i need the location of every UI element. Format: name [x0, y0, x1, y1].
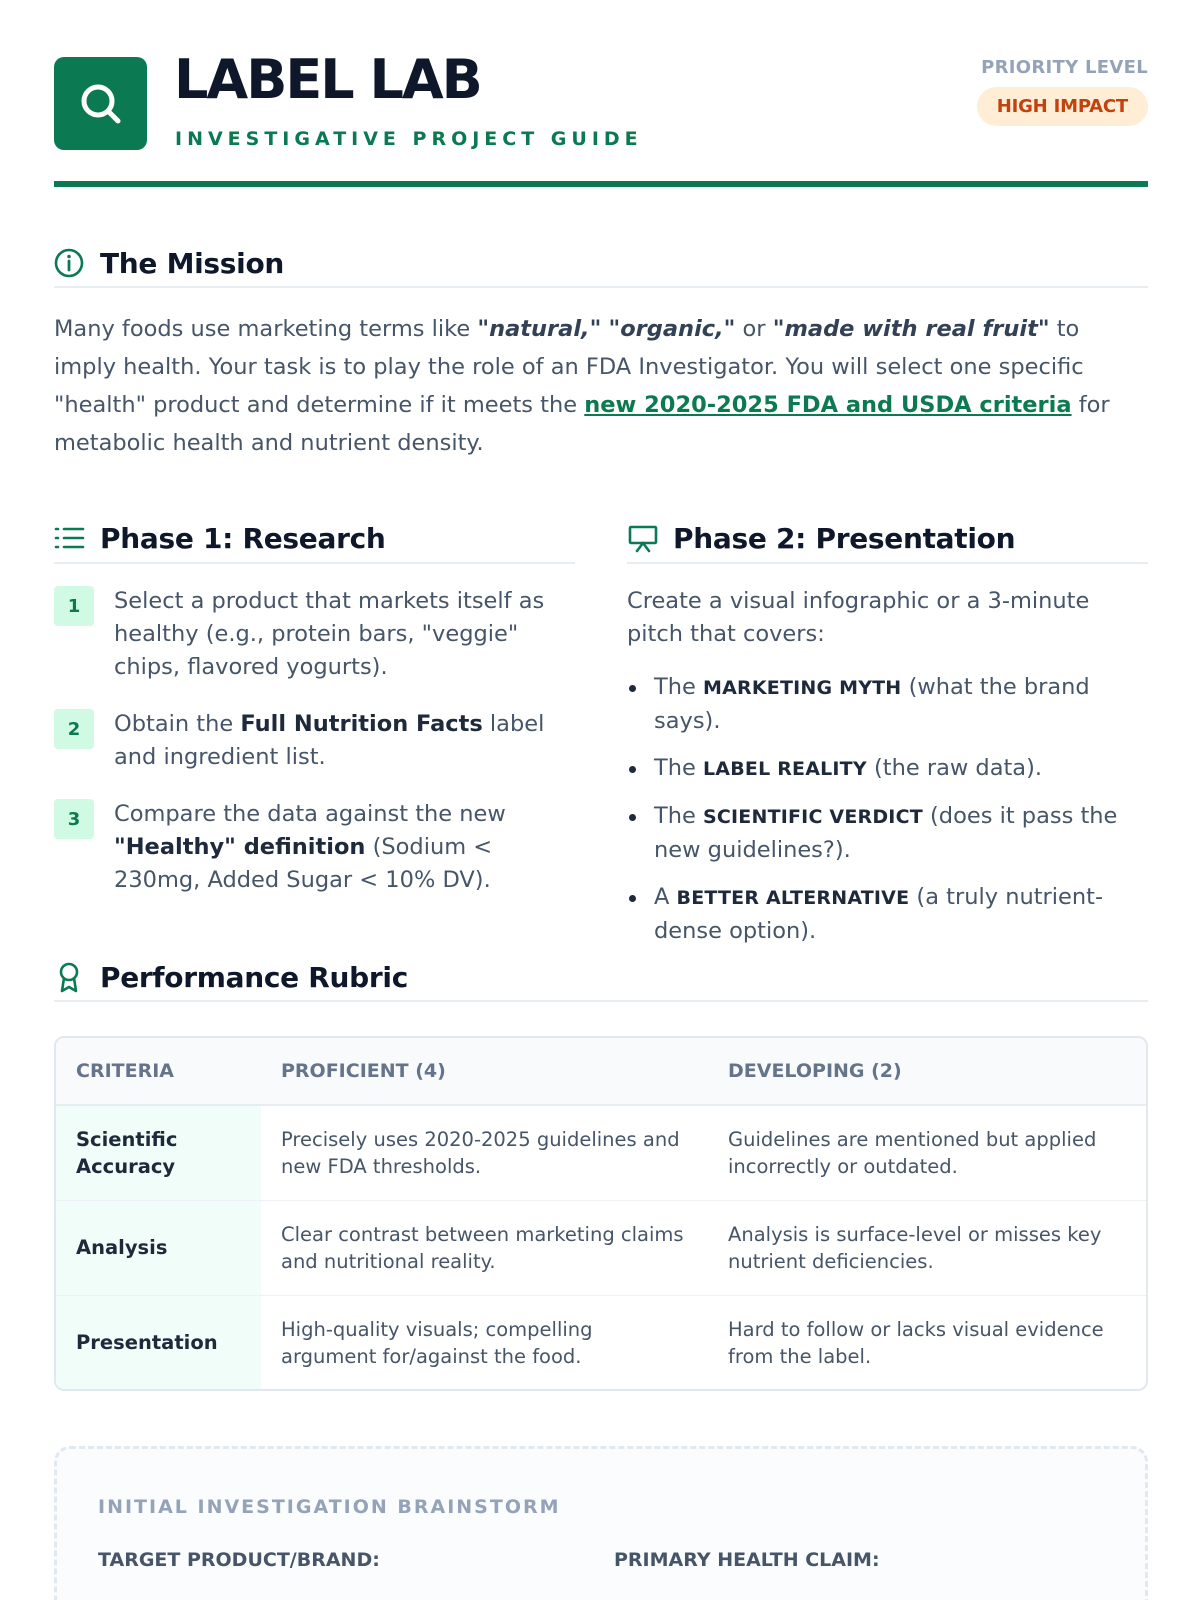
section-title: Performance Rubric	[100, 960, 409, 994]
step-emphasis: "Healthy" definition	[114, 834, 366, 860]
phase1-divider	[54, 562, 575, 564]
presentation-requirements	[627, 585, 1148, 962]
developing-cell: Analysis is surface-level or misses key nutrient deficiencies.	[708, 1200, 1146, 1295]
developing-cell: Guidelines are mentioned but applied incorrectly or outdated.	[708, 1105, 1146, 1200]
list-item	[54, 798, 574, 897]
column-header: CRITERIA	[56, 1038, 261, 1105]
phase2-heading	[627, 518, 1015, 558]
list-icon	[54, 522, 86, 554]
mission-text-part: or	[735, 316, 773, 342]
target-product-label: TARGET PRODUCT/BRAND:	[98, 1549, 380, 1571]
item-text-part: The	[654, 803, 703, 829]
list-item	[627, 752, 1148, 786]
item-text-part: A	[654, 884, 677, 910]
item-text-part: (does it pass the new guidelines?).	[654, 803, 1118, 863]
column-header: PROFICIENT (4)	[261, 1038, 708, 1105]
mission-text-part: for metabolic health and nutrient density.	[54, 392, 1110, 456]
column-header: DEVELOPING (2)	[708, 1038, 1146, 1105]
priority-badge: HIGH IMPACT	[977, 87, 1148, 126]
mission-term: "made with real fruit"	[772, 316, 1050, 342]
list-item	[54, 708, 574, 774]
criteria-cell: Scientific Accuracy	[56, 1105, 261, 1200]
item-emphasis: SCIENTIFIC VERDICT	[703, 806, 923, 828]
mission-text-part: to imply health. Your task is to play the role of an FDA Investigator. You will select one specific "health" product and determine if it meets the	[54, 316, 1084, 418]
brainstorm-title: INITIAL INVESTIGATION BRAINSTORM	[98, 1496, 561, 1518]
info-icon	[54, 247, 86, 279]
table-row	[56, 1105, 1146, 1200]
step-emphasis: Full Nutrition Facts	[240, 711, 483, 737]
award-icon	[54, 961, 86, 993]
item-text-part: (a truly nutrient-dense option).	[654, 884, 1104, 944]
section-title: Phase 1: Research	[100, 521, 386, 555]
logo	[54, 57, 147, 150]
step-number: 1	[54, 586, 94, 626]
mission-term: "organic,"	[608, 316, 736, 342]
step-text: Select a product that markets itself as healthy (e.g., protein bars, "veggie" chips, flavored yogurts).	[114, 588, 545, 680]
item-text-part: (the raw data).	[866, 755, 1043, 781]
brainstorm-box	[54, 1446, 1148, 1600]
list-item	[627, 881, 1148, 948]
header	[54, 48, 1148, 187]
phase1-heading	[54, 518, 386, 558]
item-text-part: The	[654, 674, 703, 700]
item-text-part: (what the brand says).	[654, 674, 1090, 734]
list-item	[627, 671, 1148, 738]
priority-block	[977, 57, 1148, 126]
proficient-cell: Precisely uses 2020-2025 guidelines and new FDA thresholds.	[261, 1105, 708, 1200]
criteria-cell: Presentation	[56, 1295, 261, 1390]
list-item	[627, 800, 1148, 867]
item-emphasis: LABEL REALITY	[703, 758, 867, 780]
list-item	[54, 585, 574, 684]
research-steps	[54, 585, 574, 921]
rubric-divider	[54, 1000, 1148, 1002]
step-number: 2	[54, 709, 94, 749]
health-claim-label: PRIMARY HEALTH CLAIM:	[614, 1549, 880, 1571]
section-title: Phase 2: Presentation	[673, 521, 1016, 555]
step-number: 3	[54, 799, 94, 839]
criteria-link[interactable]: new 2020-2025 FDA and USDA criteria	[584, 392, 1072, 418]
item-emphasis: MARKETING MYTH	[703, 677, 902, 699]
brand-subtitle: INVESTIGATIVE PROJECT GUIDE	[175, 128, 643, 150]
table-row	[56, 1200, 1146, 1295]
item-emphasis: BETTER ALTERNATIVE	[676, 887, 910, 909]
developing-cell: Hard to follow or lacks visual evidence from the label.	[728, 1317, 1104, 1368]
header-divider	[54, 181, 1148, 187]
search-icon	[76, 79, 126, 129]
step-text-part: Obtain the	[114, 711, 241, 737]
presentation-list	[627, 671, 1148, 948]
step-text-part: (Sodium < 230mg, Added Sugar < 10% DV).	[114, 834, 493, 893]
item-text-part: The	[654, 755, 703, 781]
criteria-cell: Analysis	[56, 1200, 261, 1295]
step-text	[114, 798, 574, 897]
mission-heading	[54, 243, 284, 283]
table-row	[56, 1295, 1146, 1390]
project-guide-page	[54, 0, 1148, 1600]
rubric-heading	[54, 957, 408, 997]
rubric-table	[54, 1036, 1148, 1391]
brand-title: LABEL LAB	[174, 48, 481, 111]
mission-paragraph	[54, 310, 1148, 462]
step-text-part: label and ingredient list.	[114, 711, 545, 770]
proficient-cell: High-quality visuals; compelling argument for/against the food.	[281, 1317, 593, 1368]
table-header-row	[56, 1038, 1146, 1105]
priority-label: PRIORITY LEVEL	[981, 57, 1148, 78]
step-text	[114, 708, 574, 774]
phase2-intro: Create a visual infographic or a 3-minute pitch that covers:	[627, 588, 1090, 647]
mission-term: "natural,"	[477, 316, 602, 342]
step-text-part: Compare the data against the new	[114, 801, 506, 827]
presentation-icon	[627, 522, 659, 554]
mission-divider	[54, 286, 1148, 288]
mission-text-part: Many foods use marketing terms like	[54, 316, 478, 342]
phase2-divider	[627, 562, 1148, 564]
section-title: The Mission	[100, 246, 285, 280]
proficient-cell: Clear contrast between marketing claims and nutritional reality.	[261, 1200, 708, 1295]
